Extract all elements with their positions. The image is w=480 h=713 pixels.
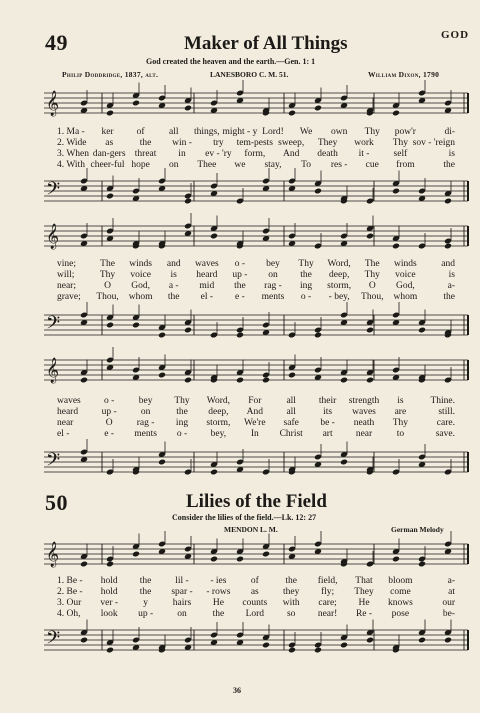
lyric-syllable: 3. Our	[57, 598, 82, 608]
lyric-syllable: the	[139, 576, 152, 586]
lyric-syllable: in	[178, 149, 186, 159]
lyric-syllable: and	[441, 259, 455, 269]
note-head	[184, 105, 192, 112]
note-head	[106, 647, 114, 654]
lyric-syllable: all	[286, 407, 296, 417]
lyric-syllable: deep,	[208, 407, 229, 417]
lyric-syllable: Thy	[99, 270, 116, 280]
lyric-syllable: strength	[348, 396, 380, 406]
lyric-syllable: - ies	[210, 576, 227, 586]
lyric-syllable: the	[443, 160, 455, 170]
lyric-syllable: Thy	[364, 270, 380, 280]
lyric-syllable: near	[355, 429, 373, 439]
lyric-syllable: as	[105, 138, 114, 148]
lyric-syllable: rag -	[136, 418, 155, 428]
note-head	[210, 233, 218, 240]
lyric-syllable: hope	[131, 160, 150, 170]
lyric-line	[57, 587, 455, 598]
note-head	[392, 556, 400, 563]
lyric-syllable: y	[143, 598, 148, 608]
note-head	[80, 637, 88, 644]
lyric-syllable: bey	[266, 259, 280, 269]
lyric-syllable: Thine.	[430, 396, 455, 406]
lyric-line	[57, 418, 455, 429]
lyric-syllable: whom	[128, 292, 153, 302]
lyric-line	[57, 609, 455, 620]
lyric-syllable: deep,	[329, 270, 350, 280]
lyric-line	[57, 429, 455, 440]
lyric-syllable: tem-pests	[236, 138, 274, 148]
lyric-syllable: stay,	[264, 160, 282, 170]
lyric-syllable: ments	[134, 429, 157, 439]
lyric-syllable: e -	[104, 429, 115, 439]
lyric-syllable: be -	[320, 418, 335, 428]
lyric-syllable: O	[104, 281, 111, 291]
treble-clef-icon: 𝄞	[46, 224, 60, 249]
hymn-number: 49	[45, 30, 68, 55]
lyric-syllable: up -	[138, 609, 154, 619]
lyric-syllable: Thy	[298, 259, 314, 269]
note-head	[418, 561, 426, 568]
lyric-syllable: pow'r	[394, 127, 416, 137]
lyric-syllable: ments	[261, 292, 285, 302]
lyric-syllable: dan-gers	[92, 149, 126, 159]
lyric-line	[57, 127, 455, 138]
lyric-syllable: cue	[365, 160, 379, 170]
lyric-syllable: a-	[447, 576, 455, 586]
note-head	[314, 105, 322, 112]
note-head	[288, 647, 296, 654]
lyric-syllable: so	[286, 609, 296, 619]
scripture-epigraph: God created the heaven and the earth.—Gen. 1: 1	[146, 57, 316, 66]
bass-clef-icon: 𝄢	[46, 450, 61, 475]
note-head	[444, 243, 452, 250]
bass-clef-icon: 𝄢	[46, 179, 61, 204]
note-head	[392, 243, 400, 250]
lyric-syllable: its	[323, 407, 333, 417]
lyric-syllable: For	[248, 396, 262, 406]
lyric-syllable: bloom	[388, 576, 413, 586]
lyric-syllable: Word,	[327, 259, 351, 269]
lyric-syllable: form,	[244, 149, 266, 159]
lyric-syllable: threat	[134, 149, 157, 159]
lyric-syllable: pose	[391, 609, 410, 619]
lyric-syllable: Thy	[392, 138, 409, 148]
note-head	[106, 322, 114, 329]
note-head	[418, 327, 426, 334]
note-head	[288, 110, 296, 117]
note-head	[158, 372, 166, 379]
note-head	[314, 188, 322, 195]
lyric-syllable: neath	[353, 418, 375, 428]
note-head	[366, 327, 374, 334]
note-head	[184, 327, 192, 334]
lyric-syllable: be-	[442, 609, 455, 619]
lyric-syllable: ing	[300, 281, 313, 291]
music-staff-treble	[44, 85, 468, 125]
lyric-syllable: el -	[57, 429, 70, 439]
lyric-syllable: up -	[101, 407, 117, 417]
lyric-syllable: In	[250, 429, 259, 439]
note-head	[132, 551, 140, 558]
bass-clef-icon: 𝄢	[46, 313, 61, 338]
lyric-syllable: And	[246, 407, 263, 417]
lyric-syllable: That	[355, 576, 373, 586]
lyric-syllable: to	[396, 429, 405, 439]
note-head	[392, 110, 400, 117]
lyric-syllable: - rows	[206, 587, 231, 597]
lyric-syllable: is	[170, 270, 177, 280]
lyric-line	[57, 598, 455, 609]
lyric-syllable: up -	[232, 270, 248, 280]
lyric-syllable: own	[330, 127, 348, 137]
lyric-syllable: We	[299, 127, 313, 137]
lyric-line	[57, 281, 455, 292]
lyric-syllable: is	[448, 270, 455, 280]
lyric-syllable: They	[354, 587, 374, 597]
music-staff-treble	[44, 218, 468, 258]
lyric-syllable: heard	[57, 407, 79, 417]
lyric-syllable: hairs	[172, 598, 192, 608]
lyric-line	[57, 259, 455, 270]
note-head	[262, 377, 270, 384]
lyric-syllable: self	[393, 149, 408, 159]
lyric-syllable: on	[177, 609, 187, 619]
lyric-syllable: their	[318, 396, 337, 406]
lyric-syllable: the	[139, 138, 152, 148]
note-head	[262, 642, 270, 649]
lyric-syllable: all	[168, 127, 179, 137]
note-head	[418, 637, 426, 644]
note-head	[444, 198, 452, 205]
lyric-syllable: God,	[131, 281, 150, 291]
lyric-syllable: ker	[101, 127, 114, 137]
lyric-syllable: winds	[129, 259, 152, 269]
music-staff-bass	[44, 173, 468, 213]
lyric-syllable: lil -	[175, 576, 189, 586]
lyric-syllable: spar -	[171, 587, 193, 597]
lyric-syllable: O	[105, 418, 113, 428]
lyric-syllable: from	[396, 160, 415, 170]
lyric-syllable: of	[136, 127, 145, 137]
bass-clef-icon: 𝄢	[46, 628, 61, 653]
note-head	[262, 551, 270, 558]
lyric-syllable: waves	[352, 407, 376, 417]
note-head	[132, 100, 140, 107]
lyric-syllable: storm,	[206, 418, 231, 428]
lyric-syllable: win -	[172, 138, 192, 148]
lyric-syllable: a-	[447, 281, 455, 291]
lyric-syllable: Thy	[392, 418, 409, 428]
note-head	[366, 377, 374, 384]
music-staff-bass	[44, 622, 468, 662]
lyric-syllable: hold	[100, 587, 118, 597]
lyric-syllable: our	[442, 598, 455, 608]
note-head	[314, 332, 322, 339]
note-head	[210, 469, 218, 476]
treble-clef-icon: 𝄞	[46, 542, 60, 567]
note-head	[210, 556, 218, 563]
lyric-syllable: mid	[199, 281, 215, 291]
lyric-syllable: Thy	[364, 127, 380, 137]
note-head	[314, 647, 322, 654]
lyric-syllable: rag -	[264, 281, 282, 291]
section-tag: GOD	[441, 29, 470, 41]
note-head	[106, 110, 114, 117]
lyric-syllable: work	[354, 138, 374, 148]
lyric-syllable: res -	[330, 160, 348, 170]
note-head	[444, 637, 452, 644]
scripture-epigraph: Consider the lilies of the field.—Lk. 12: 27	[172, 513, 317, 522]
lyric-syllable: 3. When	[57, 149, 90, 159]
lyric-syllable: is	[397, 396, 404, 406]
lyric-line	[57, 396, 455, 407]
lyric-syllable: counts	[242, 598, 268, 608]
lyric-syllable: might - y	[222, 127, 258, 137]
lyric-syllable: near	[57, 418, 74, 428]
lyric-syllable: save.	[435, 429, 455, 439]
lyric-line	[57, 149, 455, 160]
lyric-syllable: care;	[318, 598, 337, 608]
lyric-syllable: o -	[176, 429, 188, 439]
lyric-syllable: The	[100, 259, 115, 269]
lyric-syllable: Re -	[355, 609, 373, 619]
note-head	[158, 459, 166, 466]
lyric-syllable: o -	[234, 259, 246, 269]
lyric-syllable: the	[212, 609, 225, 619]
lyric-syllable: hold	[100, 576, 118, 586]
treble-clef-icon: 𝄞	[46, 358, 60, 383]
lyric-syllable: still.	[438, 407, 455, 417]
lyric-syllable: 1. Ma -	[57, 127, 85, 137]
music-staff-treble	[44, 352, 468, 392]
note-head	[340, 459, 348, 466]
lyric-syllable: Thee	[197, 160, 217, 170]
lyric-syllable: things,	[194, 127, 220, 137]
lyric-syllable: is	[448, 149, 455, 159]
lyric-syllable: o -	[300, 292, 312, 302]
lyric-syllable: of	[250, 576, 259, 586]
lyric-syllable: on	[168, 160, 179, 170]
lyric-syllable: come	[390, 587, 411, 597]
lyric-line	[57, 407, 455, 418]
lyric-syllable: Word,	[206, 396, 231, 406]
lyric-syllable: He	[358, 598, 370, 608]
lyric-syllable: whom	[393, 292, 418, 302]
hymn-title: Maker of All Things	[184, 33, 348, 54]
lyric-syllable: e -	[235, 292, 245, 302]
lyric-syllable: They	[317, 138, 338, 148]
lyric-syllable: ing	[175, 418, 189, 428]
lyric-syllable: - bey,	[328, 292, 350, 302]
lyric-syllable: on	[140, 407, 151, 417]
note-head	[288, 372, 296, 379]
lyric-line	[57, 292, 455, 303]
note-head	[236, 377, 244, 384]
lyric-syllable: heard	[196, 270, 218, 280]
lyric-syllable: sweep,	[278, 138, 305, 148]
note-head	[158, 332, 166, 339]
lyric-syllable: they	[283, 587, 300, 597]
lyric-syllable: it -	[358, 149, 370, 159]
lyric-syllable: God,	[395, 281, 415, 291]
lyric-syllable: as	[250, 587, 259, 597]
lyric-syllable: cheer-ful	[90, 160, 125, 170]
lyric-syllable: the	[285, 576, 297, 586]
lyric-line	[57, 270, 455, 281]
lyric-syllable: all	[286, 396, 296, 406]
lyric-syllable: grave;	[57, 292, 81, 302]
lyric-syllable: Lord	[245, 609, 265, 619]
lyric-line	[57, 576, 455, 587]
lyric-syllable: the	[234, 281, 246, 291]
lyric-syllable: the	[300, 270, 312, 280]
note-head	[106, 193, 114, 200]
note-head	[80, 377, 88, 384]
lyric-syllable: field,	[317, 576, 338, 586]
lyric-syllable: 1. Be -	[57, 576, 83, 586]
lyric-syllable: ver -	[100, 598, 119, 608]
music-staff-treble	[44, 536, 468, 576]
note-head	[106, 561, 114, 568]
tune-name: LANESBORO C. M. 51.	[210, 70, 289, 79]
treble-clef-icon: 𝄞	[46, 91, 60, 116]
lyric-syllable: 4. With	[57, 160, 85, 170]
lyric-syllable: The	[364, 259, 380, 269]
lyric-syllable: look	[100, 609, 118, 619]
lyric-syllable: Thou,	[96, 292, 119, 302]
lyric-syllable: di-	[444, 127, 455, 137]
lyric-syllable: on	[268, 270, 278, 280]
lyric-syllable: 4. Oh,	[57, 609, 81, 619]
lyric-syllable: bey,	[210, 429, 227, 439]
lyric-syllable: bey	[138, 396, 153, 406]
hymn-title: Lilies of the Field	[186, 491, 327, 512]
lyric-syllable: Lord!	[262, 127, 284, 137]
lyric-syllable: winds	[394, 259, 417, 269]
lyric-syllable: ev - 'ry	[205, 149, 232, 159]
lyric-syllable: art	[322, 429, 333, 439]
lyric-syllable: a -	[168, 281, 179, 291]
lyric-syllable: near!	[317, 609, 338, 619]
note-head	[80, 561, 88, 568]
music-staff-bass	[44, 307, 468, 347]
note-head	[236, 556, 244, 563]
lyric-line	[57, 160, 455, 171]
lyric-syllable: Christ	[279, 429, 303, 439]
lyric-syllable: death	[317, 149, 338, 159]
note-head	[184, 377, 192, 384]
lyric-syllable: 2. Wide	[57, 138, 87, 148]
lyric-syllable: the	[139, 587, 152, 597]
lyric-syllable: safe	[283, 418, 299, 428]
lyric-syllable: are	[394, 407, 407, 417]
lyric-syllable: 2. Be -	[57, 587, 83, 597]
lyric-syllable: the	[443, 292, 455, 302]
lyric-syllable: Thy	[174, 396, 190, 406]
composer-credit: German Melody	[391, 525, 444, 534]
lyric-syllable: fly;	[320, 587, 335, 597]
note-head	[236, 332, 244, 339]
page-number: 36	[233, 686, 241, 695]
lyric-syllable: and	[166, 259, 181, 269]
music-staff-bass	[44, 444, 468, 484]
lyric-syllable: knows	[387, 598, 413, 608]
lyric-syllable: vine;	[57, 259, 76, 269]
lyric-syllable: near;	[57, 281, 76, 291]
lyric-syllable: will;	[57, 270, 75, 280]
lyric-syllable: the	[176, 407, 188, 417]
lyric-syllable: waves	[194, 259, 219, 269]
lyric-syllable: care.	[436, 418, 455, 428]
note-head	[340, 377, 348, 384]
author-credit: Philip Doddridge, 1837, alt.	[62, 70, 159, 79]
lyric-syllable: Thou,	[361, 292, 384, 302]
lyric-syllable: waves	[57, 396, 81, 406]
lyric-syllable: the	[167, 292, 180, 302]
note-head	[132, 322, 140, 329]
hymn-number: 50	[45, 490, 68, 515]
lyric-syllable: We're	[244, 418, 266, 428]
lyric-syllable: el -	[200, 292, 214, 302]
note-head	[392, 188, 400, 195]
lyric-syllable: storm,	[327, 281, 352, 291]
lyric-syllable: at	[448, 587, 455, 597]
lyric-syllable: with	[282, 598, 300, 608]
lyric-syllable: voice	[395, 270, 416, 280]
lyric-syllable: voice	[130, 270, 151, 280]
lyric-line	[57, 138, 455, 149]
lyric-syllable: O	[368, 281, 376, 291]
lyric-syllable: we	[234, 160, 246, 170]
lyric-syllable: To	[301, 160, 312, 170]
note-head	[366, 233, 374, 240]
lyric-syllable: o -	[104, 396, 115, 406]
note-head	[184, 198, 192, 205]
tune-name: MENDON L. M.	[224, 525, 278, 534]
note-head	[340, 642, 348, 649]
lyric-syllable: sov - 'reign	[412, 138, 455, 148]
lyric-syllable: And	[283, 149, 300, 159]
lyric-syllable: try	[213, 138, 224, 148]
note-head	[366, 637, 374, 644]
lyric-syllable: He	[212, 598, 224, 608]
composer-credit: William Dixon, 1790	[368, 70, 440, 79]
